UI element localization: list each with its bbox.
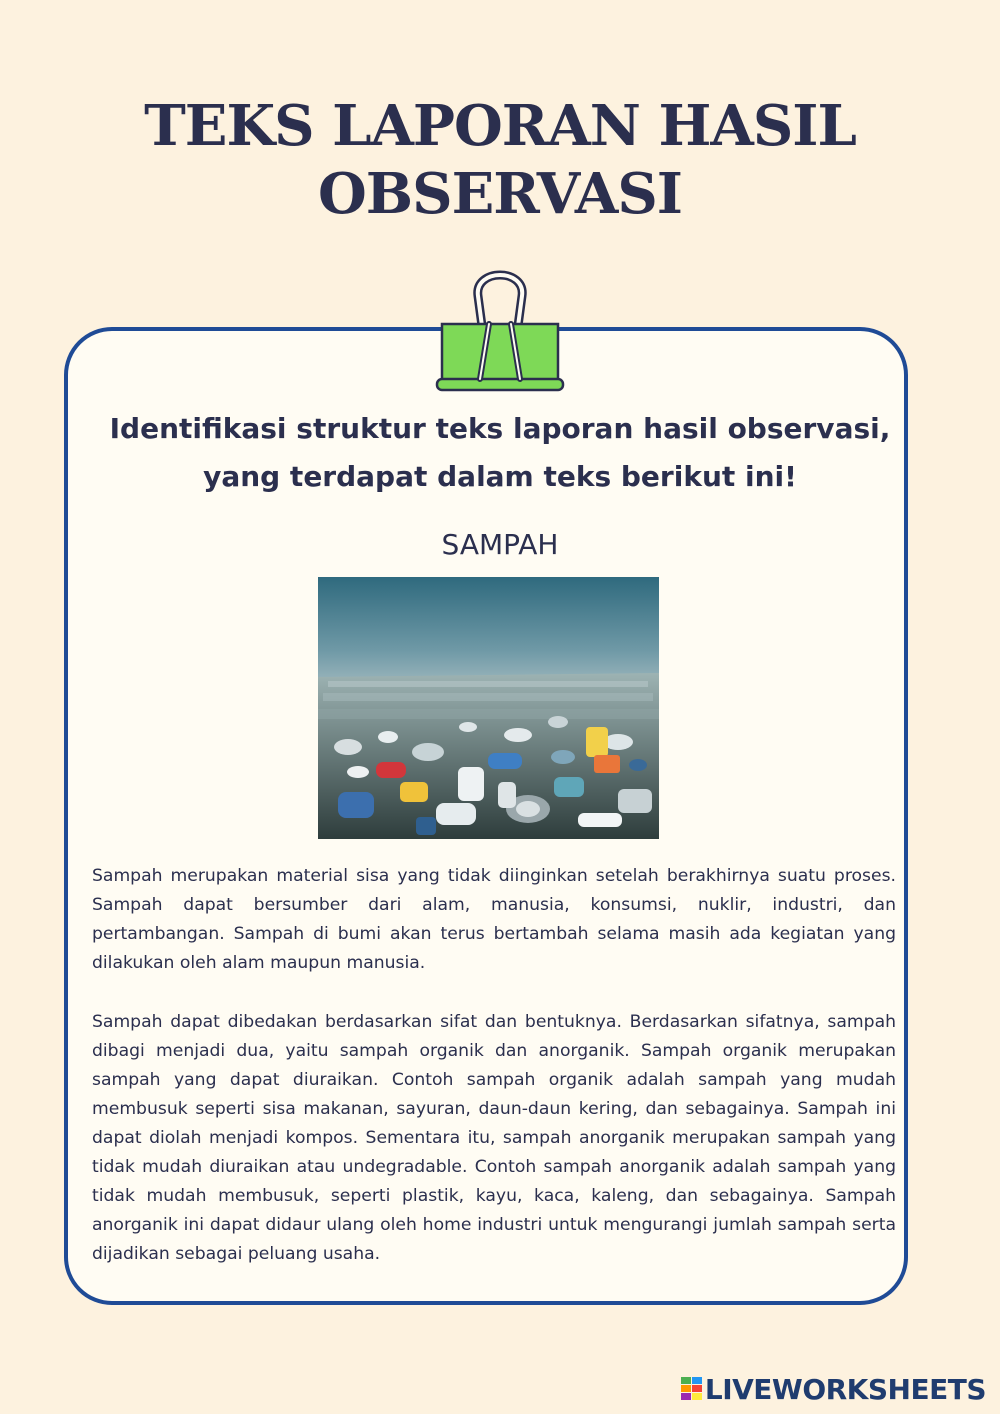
instruction-heading: Identifikasi struktur teks laporan hasil observasi, yang terdapat dalam teks berikut ini! [109, 412, 891, 493]
plastic-waste-ocean-image [318, 577, 659, 839]
body-paragraph: Sampah merupakan material sisa yang tidak diinginkan setelah berakhirnya suatu proses. Sampah dapat bersumber dari alam, manusia, konsumsi, nuklir, industri, dan pertambangan. Sampah di bumi akan terus bertambah selama masih ada kegiatan yang dilakukan oleh alam maupun manusia. [92, 866, 896, 973]
brand-name: LIVEWORKSHEETS [704, 1372, 986, 1406]
page-title: TEKS LAPORAN HASIL OBSERVASI [144, 93, 856, 227]
liveworksheets-brand[interactable] [681, 1371, 986, 1407]
body-paragraph: Sampah dapat dibedakan berdasarkan sifat dan bentuknya. Berdasarkan sifatnya, sampah dibagi menjadi dua, yaitu sampah organik dan anorganik. Sampah organik merupakan sampah yang dapat diuraikan. Contoh sampah organik adalah sampah yang mudah membusuk seperti sisa makanan, sayuran, daun-daun kering, dan sebagainya. Sampah ini dapat diolah menjadi kompos. Sementara itu, sampah anorganik merupakan sampah yang tidak mudah diuraikan atau undegradable. Contoh sampah anorganik adalah sampah yang tidak mudah membusuk, seperti plastik, kayu, kaca, kaleng, dan sebagainya. Sampah anorganik ini dapat didaur ulang oleh home industri untuk mengurangi jumlah sampah serta dijadikan sebagai peluang usaha. [92, 1012, 896, 1264]
binder-clip-icon [434, 258, 566, 394]
text-subject-title: SAMPAH [441, 528, 559, 561]
liveworksheets-logo-icon [681, 1375, 703, 1403]
